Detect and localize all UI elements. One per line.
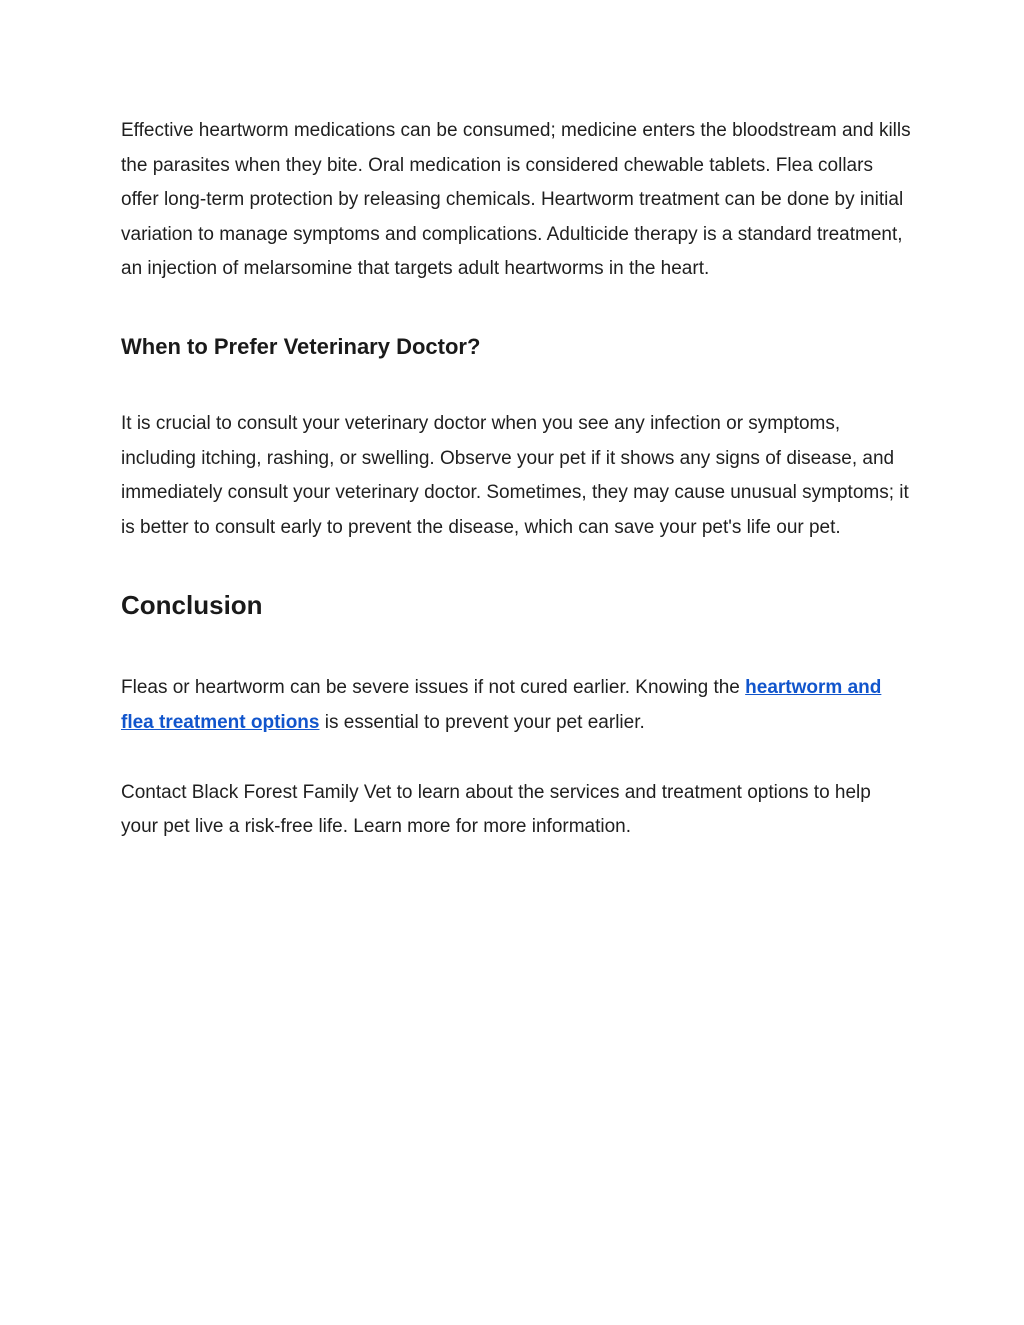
document-page — [121, 114, 911, 845]
conclusion-text-after-link: is essential to prevent your pet earlier. — [319, 711, 645, 733]
section-heading-vet: When to Prefer Veterinary Doctor? — [121, 333, 481, 359]
conclusion-paragraph — [121, 671, 911, 740]
contact-paragraph: Contact Black Forest Family Vet to learn about the services and treatment options to help your pet live a risk-free life. Learn more for more information. — [121, 781, 871, 838]
intro-paragraph: Effective heartworm medications can be consumed; medicine enters the bloodstream and kills the parasites when they bite. Oral medication is considered chewable tablets. Flea collars offer long-term protection by releasing chemicals. Heartworm treatment can be done by initial variation to manage symptoms and complications. Adulticide therapy is a standard treatment, an injection of melarsomine that targets adult heartworms in the heart. — [121, 120, 911, 280]
treatment-options-link[interactable]: heartworm and flea treatment options — [121, 677, 882, 733]
vet-paragraph: It is crucial to consult your veterinary doctor when you see any infection or symptoms, including itching, rashing, or swelling. Observe your pet if it shows any signs of disease, and immediately consult your veterinary doctor. Sometimes, they may cause unusual symptoms; it is better to consult early to prevent the disease, which can save your pet's life our pet. — [121, 412, 909, 538]
section-heading-conclusion: Conclusion — [121, 590, 263, 621]
conclusion-text-before-link: Fleas or heartworm can be severe issues if not cured earlier. Knowing the — [121, 677, 746, 699]
